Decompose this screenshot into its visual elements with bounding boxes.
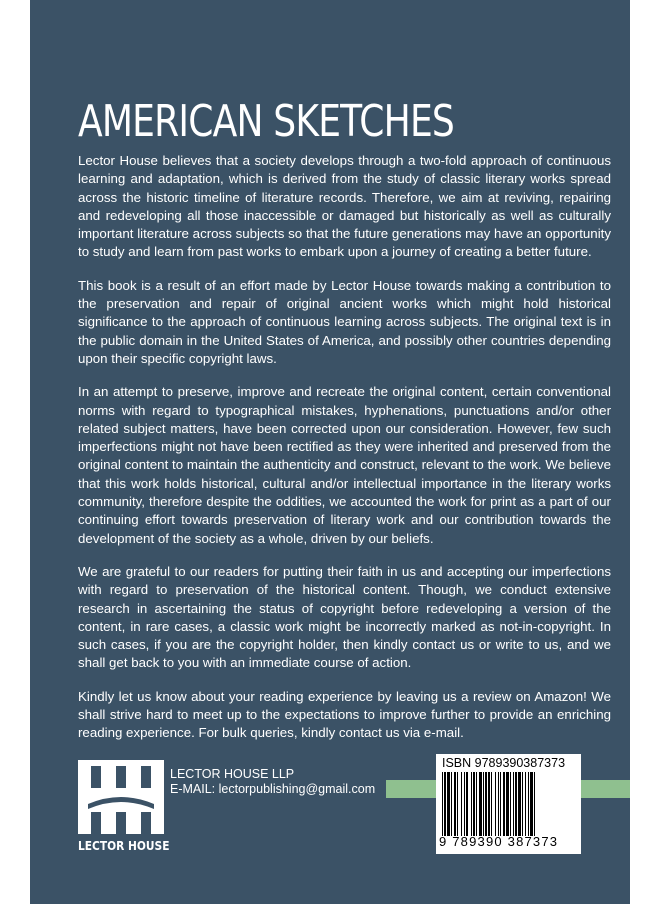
barcode-bar [525,772,526,836]
barcode-bar [495,772,496,836]
barcode-bar [447,772,450,836]
barcode-bar [473,772,475,836]
blurb-paragraph: Kindly let us know about your reading experience by leaving us a review on Amazon! We shall strive hard to meet up to the expectations to improve further to provide an enriching reading experience. For bulk queries, kindly contact us via e-mail. [78,688,611,741]
book-title: AMERICAN SKETCHES [78,96,455,147]
logo-wordmark: LECTOR HOUSE [78,838,170,853]
barcode-bar [483,772,484,836]
blurb-paragraph: This book is a result of an effort made by Lector House towards making a contribution to the preservation and repair of original ancient works which might hold historical significance to the approach of continuous learning across subjects. The original text is in the public domain in the United States of America, and possibly other countries depending upon their specific copyright laws. [78,277,611,366]
barcode-bar [500,772,501,836]
barcode-bar [461,772,462,836]
barcode-bar [528,772,529,836]
barcode-bar [510,772,511,836]
barcode-bar [534,772,535,836]
blurb-paragraph: In an attempt to preserve, improve and recreate the original content, certain conventional norms with regard to typographical mistakes, hyphenations, punctuations and/or other related subject matters, have been corrected upon our consideration. However, few such imperfections might not have been rectified as they were inherited and preserved from the original content to maintain the authenticity and construct, relevant to the work. We believe that this work holds historical, cultural and/or intellectual importance in the literary works community, therefore despite the oddities, we accounted the work for print as a part of our continuing effort towards preservation of literary work and our contribution towards the development of the society as a whole, driven by our beliefs. [78,384,611,546]
back-cover [30,0,630,904]
barcode-bar [515,772,517,836]
barcode-bar [506,772,509,836]
isbn-barcode [436,754,581,854]
barcode-bar [488,772,490,836]
barcode-bar [530,772,533,836]
blurb-paragraph: We are grateful to our readers for putting their faith in us and accepting our imperfections with regard to preservation of the historical content. Though, we conduct extensive research in ascertaining the status of copyright before redeveloping a version of the content, in rare cases, a classic work might be incorrectly marked as not-in-copyright. In such cases, if you are the copyright holder, then kindly contact us or write to us, and we shall get back to you with an immediate course of action. [78,563,611,671]
barcode-bar [476,772,477,836]
barcode-bars [442,772,576,836]
barcode-bar [518,772,521,836]
isbn-digits: 9 789390 387373 [439,834,559,849]
barcode-bar [498,772,499,836]
publisher-email: E-MAIL: lectorpublishing@gmail.com [170,782,376,796]
barcode-bar [503,772,505,836]
blurb-paragraph: Lector House believes that a society develops through a two-fold approach of continuous learning and adaptation, which is derived from the study of classic literary works spread across the historic timeline of literature records. Therefore, we aim at reviving, repairing and redeveloping all those inaccessible or damaged but historically as well as culturally important literature across subjects so that the future generations may have an opportunity to study and learn from past works to embark upon a journey of creating a better future. [78,153,611,260]
barcode-bar [491,772,492,836]
barcode-bar [485,772,487,836]
blurb-text [78,152,611,758]
barcode-bar [513,772,514,836]
barcode-bar [466,772,468,836]
barcode-bar [454,772,456,836]
publisher-name: LECTOR HOUSE LLP [170,767,295,781]
barcode-bar [464,772,465,836]
barcode-bar [479,772,482,836]
barcode-bar [444,772,446,836]
isbn-label: ISBN 9789390387373 [442,756,566,770]
barcode-bar [442,772,443,836]
barcode-bar [471,772,472,836]
barcode-bar [457,772,458,836]
barcode-bar [451,772,452,836]
barcode-bar [522,772,523,836]
